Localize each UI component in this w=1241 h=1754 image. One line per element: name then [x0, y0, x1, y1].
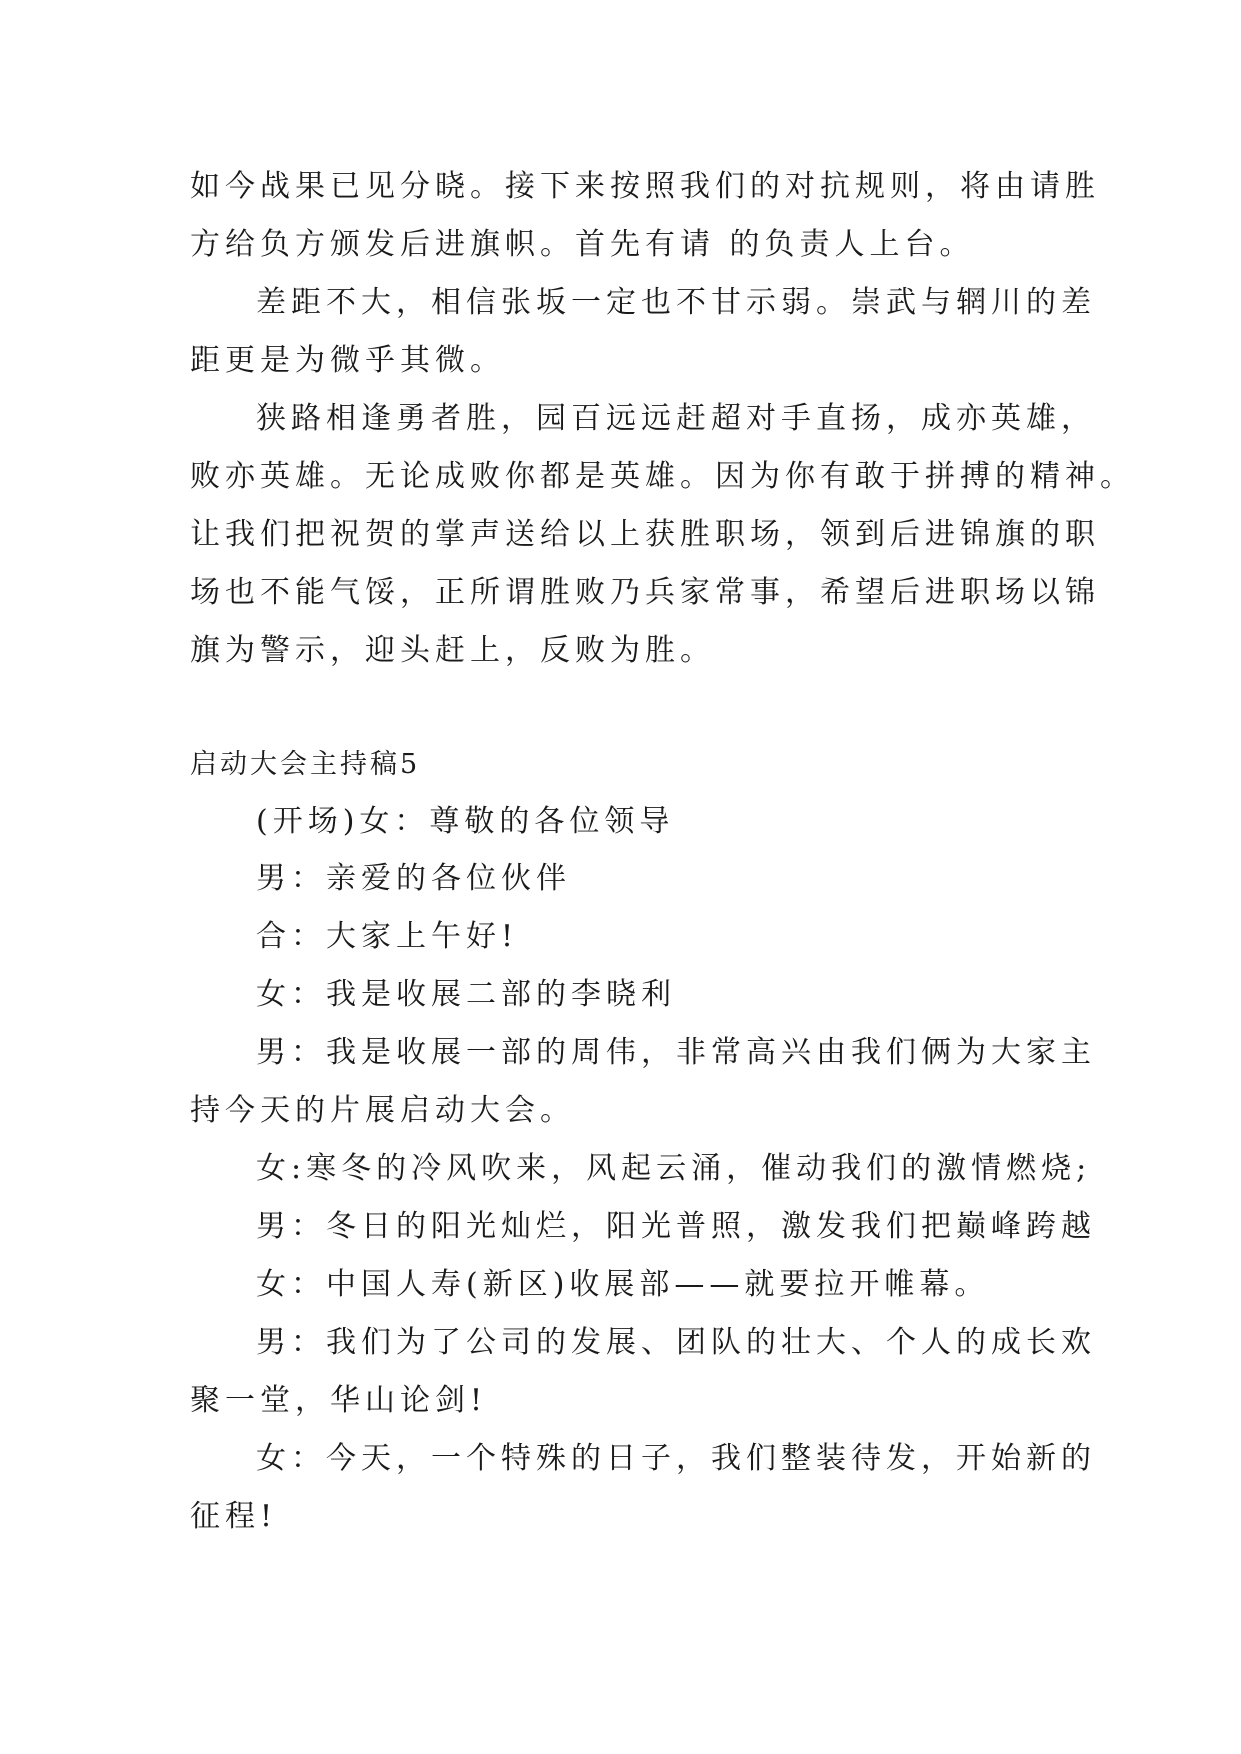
paragraph-line: 距更是为微乎其微。	[190, 343, 505, 378]
paragraph-line: 女:寒冬的冷风吹来，风起云涌，催动我们的激情燃烧;	[256, 1151, 1092, 1186]
paragraph-line: 持今天的片展启动大会。	[190, 1093, 575, 1128]
paragraph-line: 合：大家上午好!	[256, 919, 519, 954]
paragraph-line: 女：我是收展二部的李晓利	[256, 977, 676, 1012]
paragraph-line: 场也不能气馁，正所谓胜败乃兵家常事，希望后进职场以锦	[190, 575, 1100, 610]
section-heading: 启动大会主持稿5	[190, 749, 421, 780]
paragraph-line: 败亦英雄。无论成败你都是英雄。因为你有敢于拼搏的精神。	[190, 459, 1135, 494]
paragraph-line: 男：我们为了公司的发展、团队的壮大、个人的成长欢	[256, 1325, 1096, 1360]
paragraph-line: 征程!	[190, 1499, 278, 1534]
paragraph-line: 女：今天，一个特殊的日子，我们整装待发，开始新的	[256, 1441, 1096, 1476]
paragraph-line: 聚一堂，华山论剑!	[190, 1383, 488, 1418]
paragraph-line: 狭路相逢勇者胜，园百远远赶超对手直扬，成亦英雄，	[256, 401, 1096, 436]
paragraph-line: 方给负方颁发后进旗帜。首先有请 的负责人上台。	[190, 227, 975, 262]
paragraph-line: 差距不大，相信张坂一定也不甘示弱。崇武与辋川的差	[256, 285, 1096, 320]
paragraph-line: 男：我是收展一部的周伟，非常高兴由我们俩为大家主	[256, 1035, 1096, 1070]
paragraph-line: 男：亲爱的各位伙伴	[256, 861, 571, 896]
paragraph-line: 男：冬日的阳光灿烂，阳光普照，激发我们把巅峰跨越	[256, 1209, 1096, 1244]
paragraph-line: 旗为警示，迎头赶上，反败为胜。	[190, 633, 715, 668]
paragraph-line: 女：中国人寿(新区)收展部——就要拉开帷幕。	[256, 1267, 990, 1302]
paragraph-line: 让我们把祝贺的掌声送给以上获胜职场，领到后进锦旗的职	[190, 517, 1100, 552]
paragraph-line: 如今战果已见分晓。接下来按照我们的对抗规则，将由请胜	[190, 169, 1100, 204]
paragraph-line: (开场)女：尊敬的各位领导	[256, 804, 675, 839]
